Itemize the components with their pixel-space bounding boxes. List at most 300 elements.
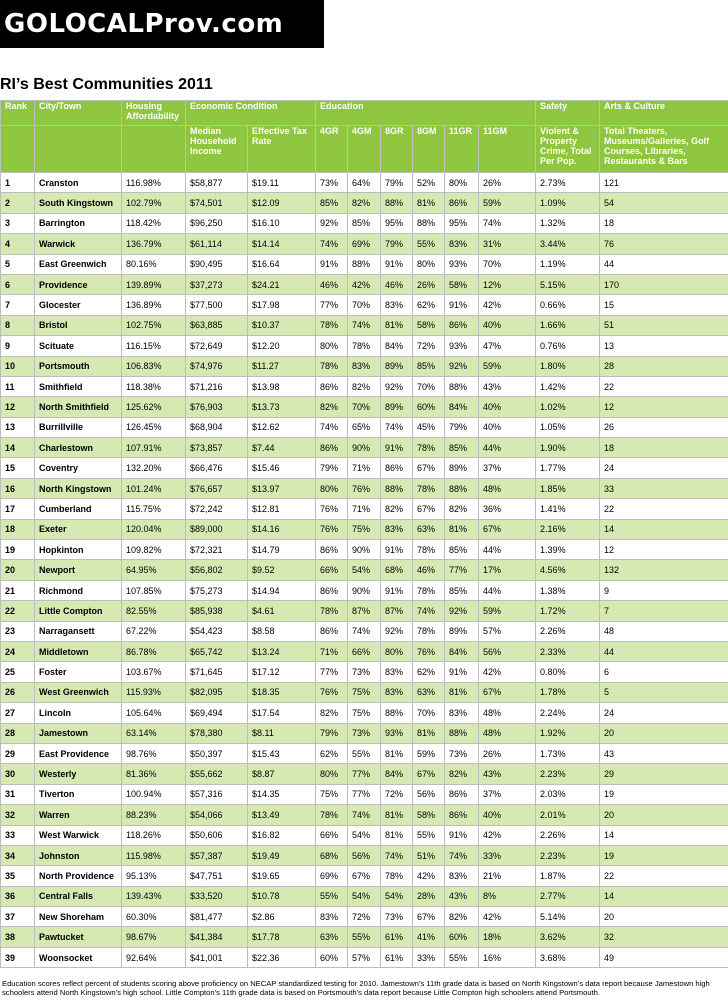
cell-11gm: 16% <box>479 947 536 967</box>
cell-crime: 3.62% <box>536 927 600 947</box>
cell-11gm: 36% <box>479 499 536 519</box>
cell-rank: 12 <box>1 397 35 417</box>
cell-tax: $8.58 <box>248 621 316 641</box>
cell-crime: 1.39% <box>536 540 600 560</box>
cell-rank: 4 <box>1 234 35 254</box>
cell-11gm: 47% <box>479 336 536 356</box>
cell-8gr: 87% <box>381 601 413 621</box>
subheader-crime: Violent & Property Crime, Total Per Pop. <box>536 126 600 173</box>
cell-8gm: 46% <box>413 560 445 580</box>
cell-housing: 116.15% <box>122 336 186 356</box>
cell-crime: 2.26% <box>536 825 600 845</box>
cell-4gr: 73% <box>316 173 348 193</box>
cell-income: $74,976 <box>186 356 248 376</box>
cell-11gm: 37% <box>479 458 536 478</box>
cell-crime: 1.09% <box>536 193 600 213</box>
cell-8gm: 56% <box>413 784 445 804</box>
cell-income: $41,384 <box>186 927 248 947</box>
cell-8gm: 63% <box>413 682 445 702</box>
cell-11gr: 84% <box>445 397 479 417</box>
cell-8gm: 26% <box>413 274 445 294</box>
cell-8gr: 72% <box>381 784 413 804</box>
cell-venues: 24 <box>600 703 728 723</box>
subheader-tax: Effective Tax Rate <box>248 126 316 173</box>
cell-11gr: 73% <box>445 743 479 763</box>
cell-11gr: 83% <box>445 234 479 254</box>
cell-8gr: 91% <box>381 438 413 458</box>
cell-8gr: 95% <box>381 213 413 233</box>
cell-rank: 34 <box>1 845 35 865</box>
cell-11gr: 89% <box>445 458 479 478</box>
cell-11gm: 42% <box>479 907 536 927</box>
cell-8gr: 83% <box>381 662 413 682</box>
cell-city: Scituate <box>35 336 122 356</box>
golocalprov-logo[interactable] <box>0 0 324 48</box>
cell-venues: 14 <box>600 519 728 539</box>
cell-4gm: 75% <box>348 703 381 723</box>
cell-tax: $16.10 <box>248 213 316 233</box>
subheader-4gm: 4GM <box>348 126 381 173</box>
cell-rank: 29 <box>1 743 35 763</box>
cell-8gm: 52% <box>413 173 445 193</box>
cell-4gm: 70% <box>348 397 381 417</box>
subheader-empty <box>122 126 186 173</box>
cell-income: $50,606 <box>186 825 248 845</box>
cell-11gm: 48% <box>479 478 536 498</box>
cell-11gm: 70% <box>479 254 536 274</box>
cell-venues: 26 <box>600 417 728 437</box>
cell-11gm: 26% <box>479 743 536 763</box>
cell-11gr: 83% <box>445 703 479 723</box>
cell-4gm: 77% <box>348 784 381 804</box>
cell-11gm: 42% <box>479 825 536 845</box>
cell-11gr: 85% <box>445 540 479 560</box>
cell-city: Johnston <box>35 845 122 865</box>
cell-city: Woonsocket <box>35 947 122 967</box>
cell-8gm: 85% <box>413 356 445 376</box>
cell-11gm: 42% <box>479 662 536 682</box>
cell-8gr: 79% <box>381 173 413 193</box>
header-housing: Housing Affordability <box>122 101 186 126</box>
table-row <box>1 173 728 193</box>
cell-11gm: 59% <box>479 601 536 621</box>
table-row <box>1 682 728 702</box>
cell-venues: 14 <box>600 886 728 906</box>
cell-4gr: 86% <box>316 438 348 458</box>
cell-crime: 1.66% <box>536 315 600 335</box>
cell-11gm: 57% <box>479 621 536 641</box>
table-row <box>1 417 728 437</box>
subheader-empty <box>35 126 122 173</box>
cell-city: Burrillville <box>35 417 122 437</box>
cell-housing: 67.22% <box>122 621 186 641</box>
cell-housing: 136.89% <box>122 295 186 315</box>
cell-tax: $24.21 <box>248 274 316 294</box>
cell-venues: 29 <box>600 764 728 784</box>
cell-11gm: 26% <box>479 173 536 193</box>
cell-income: $55,662 <box>186 764 248 784</box>
cell-11gr: 82% <box>445 907 479 927</box>
cell-housing: 82.55% <box>122 601 186 621</box>
cell-venues: 5 <box>600 682 728 702</box>
cell-city: Jamestown <box>35 723 122 743</box>
cell-housing: 81.36% <box>122 764 186 784</box>
table-body <box>1 173 728 968</box>
cell-tax: $14.35 <box>248 784 316 804</box>
cell-4gr: 75% <box>316 784 348 804</box>
cell-crime: 1.02% <box>536 397 600 417</box>
cell-tax: $4.61 <box>248 601 316 621</box>
cell-8gm: 58% <box>413 315 445 335</box>
cell-city: Warren <box>35 805 122 825</box>
cell-11gr: 95% <box>445 213 479 233</box>
table-row <box>1 356 728 376</box>
cell-4gr: 91% <box>316 254 348 274</box>
cell-income: $72,649 <box>186 336 248 356</box>
cell-tax: $14.14 <box>248 234 316 254</box>
cell-4gr: 85% <box>316 193 348 213</box>
cell-income: $68,904 <box>186 417 248 437</box>
cell-crime: 2.73% <box>536 173 600 193</box>
cell-rank: 26 <box>1 682 35 702</box>
cell-11gm: 40% <box>479 805 536 825</box>
cell-4gr: 77% <box>316 662 348 682</box>
table-row <box>1 845 728 865</box>
cell-income: $76,657 <box>186 478 248 498</box>
cell-11gm: 74% <box>479 213 536 233</box>
cell-venues: 15 <box>600 295 728 315</box>
cell-housing: 63.14% <box>122 723 186 743</box>
cell-tax: $10.37 <box>248 315 316 335</box>
cell-rank: 7 <box>1 295 35 315</box>
cell-11gm: 40% <box>479 315 536 335</box>
cell-4gr: 79% <box>316 458 348 478</box>
cell-8gr: 73% <box>381 907 413 927</box>
cell-income: $72,242 <box>186 499 248 519</box>
cell-income: $61,114 <box>186 234 248 254</box>
cell-8gm: 62% <box>413 662 445 682</box>
cell-housing: 60.30% <box>122 907 186 927</box>
cell-8gm: 67% <box>413 907 445 927</box>
cell-city: South Kingstown <box>35 193 122 213</box>
cell-4gm: 64% <box>348 173 381 193</box>
cell-11gm: 40% <box>479 417 536 437</box>
cell-crime: 1.72% <box>536 601 600 621</box>
cell-4gr: 77% <box>316 295 348 315</box>
cell-city: West Greenwich <box>35 682 122 702</box>
cell-8gr: 91% <box>381 540 413 560</box>
cell-city: Pawtucket <box>35 927 122 947</box>
cell-11gm: 21% <box>479 866 536 886</box>
cell-venues: 20 <box>600 805 728 825</box>
cell-housing: 118.26% <box>122 825 186 845</box>
cell-housing: 102.75% <box>122 315 186 335</box>
cell-housing: 103.67% <box>122 662 186 682</box>
cell-rank: 27 <box>1 703 35 723</box>
table-row <box>1 315 728 335</box>
cell-8gr: 88% <box>381 703 413 723</box>
cell-8gr: 61% <box>381 927 413 947</box>
cell-rank: 37 <box>1 907 35 927</box>
cell-tax: $9.52 <box>248 560 316 580</box>
cell-crime: 1.38% <box>536 580 600 600</box>
cell-rank: 8 <box>1 315 35 335</box>
cell-4gr: 66% <box>316 825 348 845</box>
cell-8gr: 81% <box>381 805 413 825</box>
cell-4gm: 73% <box>348 662 381 682</box>
cell-rank: 3 <box>1 213 35 233</box>
cell-4gr: 80% <box>316 336 348 356</box>
cell-rank: 32 <box>1 805 35 825</box>
cell-8gr: 74% <box>381 845 413 865</box>
cell-4gr: 62% <box>316 743 348 763</box>
table-row <box>1 213 728 233</box>
cell-11gr: 58% <box>445 274 479 294</box>
cell-venues: 22 <box>600 499 728 519</box>
cell-4gr: 78% <box>316 601 348 621</box>
cell-housing: 125.62% <box>122 397 186 417</box>
cell-8gr: 82% <box>381 499 413 519</box>
cell-income: $63,885 <box>186 315 248 335</box>
table-row <box>1 478 728 498</box>
cell-rank: 13 <box>1 417 35 437</box>
cell-11gr: 82% <box>445 499 479 519</box>
cell-venues: 18 <box>600 213 728 233</box>
table-row <box>1 499 728 519</box>
table-row <box>1 336 728 356</box>
cell-tax: $8.11 <box>248 723 316 743</box>
cell-tax: $17.98 <box>248 295 316 315</box>
cell-tax: $17.54 <box>248 703 316 723</box>
cell-venues: 19 <box>600 845 728 865</box>
cell-8gm: 70% <box>413 376 445 396</box>
cell-city: Middletown <box>35 641 122 661</box>
cell-4gr: 76% <box>316 519 348 539</box>
cell-4gr: 46% <box>316 274 348 294</box>
cell-11gm: 56% <box>479 641 536 661</box>
cell-11gm: 67% <box>479 519 536 539</box>
cell-4gm: 74% <box>348 315 381 335</box>
cell-4gm: 90% <box>348 540 381 560</box>
cell-city: Newport <box>35 560 122 580</box>
footnote: Education scores reflect percent of students scoring above proficiency on NECAP standardized testing for 2010. Jamestown’s 11th grade data is based on North Kingstown’s data report because Jamestown high schoolers attend North Kingstown’s high school. Little Compton’s 11th grade data is based on Portsmouth’s data report because Little Compton high schoolers attend Portsmouth. <box>2 979 710 997</box>
cell-8gm: 67% <box>413 458 445 478</box>
table-row <box>1 805 728 825</box>
cell-rank: 20 <box>1 560 35 580</box>
cell-tax: $15.46 <box>248 458 316 478</box>
cell-venues: 170 <box>600 274 728 294</box>
cell-11gr: 77% <box>445 560 479 580</box>
cell-11gr: 85% <box>445 438 479 458</box>
cell-tax: $2.86 <box>248 907 316 927</box>
cell-venues: 76 <box>600 234 728 254</box>
cell-11gr: 79% <box>445 417 479 437</box>
table-row <box>1 458 728 478</box>
table-row <box>1 662 728 682</box>
cell-rank: 16 <box>1 478 35 498</box>
table-row <box>1 234 728 254</box>
cell-tax: $14.16 <box>248 519 316 539</box>
subheader-11gr: 11GR <box>445 126 479 173</box>
cell-8gr: 81% <box>381 743 413 763</box>
cell-11gr: 85% <box>445 580 479 600</box>
cell-housing: 88.23% <box>122 805 186 825</box>
cell-housing: 116.98% <box>122 173 186 193</box>
cell-city: Portsmouth <box>35 356 122 376</box>
cell-income: $73,857 <box>186 438 248 458</box>
cell-housing: 86.78% <box>122 641 186 661</box>
cell-8gm: 55% <box>413 825 445 845</box>
cell-8gr: 83% <box>381 295 413 315</box>
cell-4gr: 82% <box>316 703 348 723</box>
cell-housing: 118.42% <box>122 213 186 233</box>
cell-8gr: 89% <box>381 397 413 417</box>
cell-venues: 44 <box>600 254 728 274</box>
table-row <box>1 274 728 294</box>
cell-4gr: 63% <box>316 927 348 947</box>
cell-8gr: 83% <box>381 519 413 539</box>
cell-venues: 14 <box>600 825 728 845</box>
cell-8gr: 91% <box>381 580 413 600</box>
cell-11gr: 89% <box>445 621 479 641</box>
cell-8gm: 72% <box>413 336 445 356</box>
logo-text: GOLOCALProv.com <box>4 9 284 39</box>
cell-11gr: 88% <box>445 478 479 498</box>
cell-city: Cumberland <box>35 499 122 519</box>
cell-venues: 19 <box>600 784 728 804</box>
cell-8gm: 78% <box>413 438 445 458</box>
cell-4gm: 67% <box>348 866 381 886</box>
cell-4gr: 74% <box>316 417 348 437</box>
cell-rank: 2 <box>1 193 35 213</box>
cell-4gr: 60% <box>316 947 348 967</box>
cell-4gr: 86% <box>316 580 348 600</box>
cell-8gr: 61% <box>381 947 413 967</box>
cell-4gm: 82% <box>348 193 381 213</box>
cell-crime: 1.92% <box>536 723 600 743</box>
cell-housing: 115.75% <box>122 499 186 519</box>
cell-4gm: 54% <box>348 825 381 845</box>
cell-11gr: 86% <box>445 784 479 804</box>
cell-crime: 0.76% <box>536 336 600 356</box>
cell-crime: 1.85% <box>536 478 600 498</box>
cell-8gm: 78% <box>413 478 445 498</box>
cell-crime: 2.23% <box>536 764 600 784</box>
cell-11gm: 33% <box>479 845 536 865</box>
cell-rank: 31 <box>1 784 35 804</box>
cell-tax: $12.81 <box>248 499 316 519</box>
cell-4gr: 68% <box>316 845 348 865</box>
cell-crime: 5.14% <box>536 907 600 927</box>
cell-crime: 1.90% <box>536 438 600 458</box>
cell-city: Smithfield <box>35 376 122 396</box>
cell-11gm: 17% <box>479 560 536 580</box>
cell-venues: 49 <box>600 947 728 967</box>
cell-city: North Kingstown <box>35 478 122 498</box>
cell-income: $71,216 <box>186 376 248 396</box>
cell-city: Providence <box>35 274 122 294</box>
cell-8gm: 59% <box>413 743 445 763</box>
cell-income: $89,000 <box>186 519 248 539</box>
cell-11gm: 44% <box>479 540 536 560</box>
cell-8gm: 74% <box>413 601 445 621</box>
cell-rank: 1 <box>1 173 35 193</box>
cell-8gm: 42% <box>413 866 445 886</box>
cell-crime: 2.16% <box>536 519 600 539</box>
cell-11gr: 91% <box>445 662 479 682</box>
cell-4gm: 74% <box>348 805 381 825</box>
cell-rank: 33 <box>1 825 35 845</box>
cell-housing: 139.89% <box>122 274 186 294</box>
cell-4gr: 55% <box>316 886 348 906</box>
cell-4gm: 90% <box>348 580 381 600</box>
subheader-venues: Total Theaters, Museums/Galleries, Golf Courses, Libraries, Restaurants & Bars <box>600 126 728 173</box>
cell-8gm: 70% <box>413 703 445 723</box>
cell-4gr: 78% <box>316 315 348 335</box>
cell-8gm: 80% <box>413 254 445 274</box>
cell-tax: $7.44 <box>248 438 316 458</box>
cell-4gm: 55% <box>348 743 381 763</box>
cell-4gm: 85% <box>348 213 381 233</box>
cell-city: New Shoreham <box>35 907 122 927</box>
cell-4gm: 70% <box>348 295 381 315</box>
cell-8gr: 84% <box>381 764 413 784</box>
cell-8gr: 68% <box>381 560 413 580</box>
cell-income: $75,273 <box>186 580 248 600</box>
cell-income: $66,476 <box>186 458 248 478</box>
cell-venues: 12 <box>600 540 728 560</box>
cell-8gm: 78% <box>413 580 445 600</box>
cell-housing: 100.94% <box>122 784 186 804</box>
cell-11gm: 59% <box>479 356 536 376</box>
table-row <box>1 560 728 580</box>
cell-income: $82,095 <box>186 682 248 702</box>
subheader-8gm: 8GM <box>413 126 445 173</box>
cell-4gm: 72% <box>348 907 381 927</box>
cell-11gm: 40% <box>479 397 536 417</box>
cell-venues: 13 <box>600 336 728 356</box>
cell-crime: 3.68% <box>536 947 600 967</box>
cell-11gr: 91% <box>445 825 479 845</box>
cell-venues: 12 <box>600 397 728 417</box>
cell-11gm: 31% <box>479 234 536 254</box>
cell-4gm: 56% <box>348 845 381 865</box>
table-row <box>1 376 728 396</box>
cell-rank: 28 <box>1 723 35 743</box>
cell-venues: 22 <box>600 376 728 396</box>
cell-crime: 2.01% <box>536 805 600 825</box>
cell-tax: $18.35 <box>248 682 316 702</box>
cell-city: Cranston <box>35 173 122 193</box>
cell-11gr: 92% <box>445 356 479 376</box>
cell-8gr: 83% <box>381 682 413 702</box>
cell-rank: 15 <box>1 458 35 478</box>
cell-venues: 43 <box>600 743 728 763</box>
cell-crime: 5.15% <box>536 274 600 294</box>
cell-8gm: 60% <box>413 397 445 417</box>
cell-11gr: 93% <box>445 336 479 356</box>
cell-8gm: 45% <box>413 417 445 437</box>
table-row <box>1 621 728 641</box>
cell-11gr: 80% <box>445 173 479 193</box>
cell-4gm: 54% <box>348 560 381 580</box>
cell-rank: 10 <box>1 356 35 376</box>
cell-housing: 98.67% <box>122 927 186 947</box>
cell-8gr: 86% <box>381 458 413 478</box>
cell-8gm: 76% <box>413 641 445 661</box>
cell-11gr: 86% <box>445 315 479 335</box>
cell-income: $71,645 <box>186 662 248 682</box>
